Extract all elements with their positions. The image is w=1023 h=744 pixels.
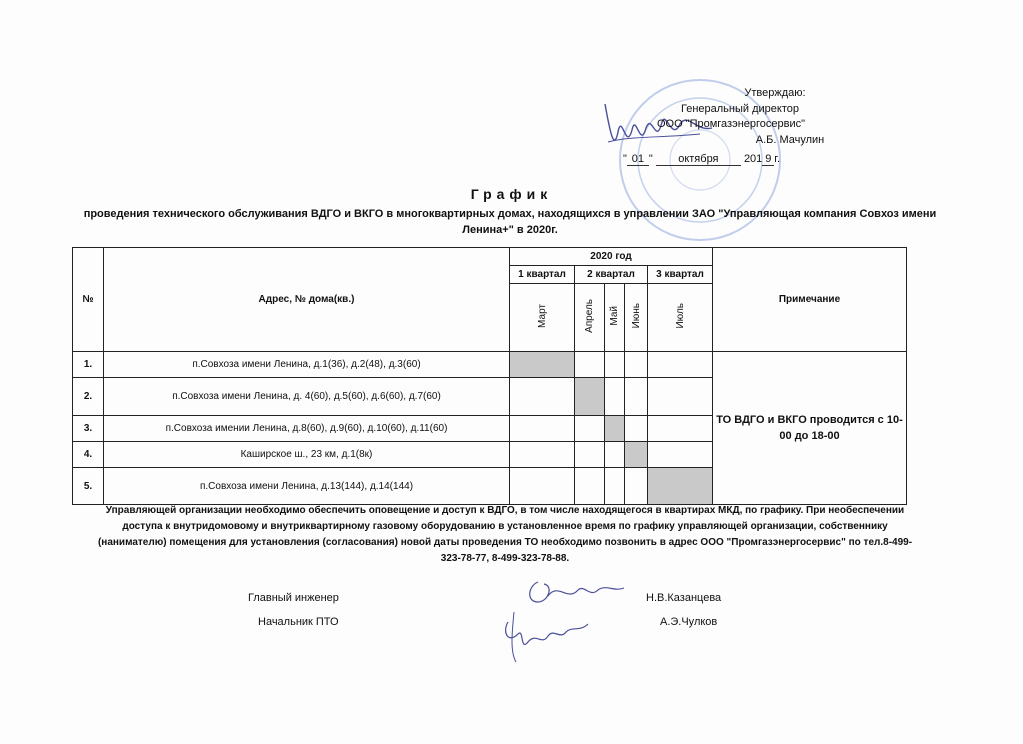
schedule-table [72,247,907,505]
row-address: п.Совхоза имени Ленина, д.1(36), д.2(48), д.3(60) [104,352,510,378]
cell-m2 [605,378,625,416]
header-address: Адрес, № дома(кв.) [104,248,510,352]
cell-m0 [510,416,575,442]
approval-line4: А.Б. Мачулин [755,133,825,146]
row-num: 5. [73,468,104,505]
month-label: Май [609,306,620,326]
header-month-may [605,284,625,352]
month-label: Март [536,304,548,328]
schedule-note: ТО ВДГО и ВКГО проводится с 10-00 до 18-00 [713,352,907,505]
chief-engineer-name: Н.В.Казанцева [646,592,722,604]
date-suffix: г. [774,153,781,165]
approval-date: " 01 " октября 201 9 г. [623,153,781,165]
date-year-digit: 9 [762,153,774,166]
cell-m0 [510,352,575,378]
header-year: 2020 год [510,248,713,266]
cell-m1 [575,468,605,505]
row-address: Каширское ш., 23 км, д.1(8к) [104,442,510,468]
row-num: 4. [73,442,104,468]
cell-m3 [625,378,648,416]
cell-m4 [648,416,713,442]
row-num: 3. [73,416,104,442]
header-month-march [510,284,575,352]
pto-head-name: А.Э.Чулков [660,616,718,628]
header-quarter-1: 1 квартал [510,266,575,284]
approval-line1: Утверждаю: [744,87,806,99]
approval-line2: Генеральный директор [681,102,799,115]
cell-m0 [510,442,575,468]
cell-m3 [625,468,648,505]
cell-m1 [575,442,605,468]
table-row [73,352,907,378]
cell-m2 [605,468,625,505]
pto-head-title: Начальник ПТО [258,616,339,628]
cell-m0 [510,378,575,416]
header-month-july [648,284,713,352]
cell-m1 [575,352,605,378]
document-subtitle: проведения технического обслуживания ВДГО и ВКГО в многоквартирных домах, находящихся в управлении ЗАО "Управляющая компания Совхоз имени Ленина+" в 2020г. [83,208,937,236]
header-month-april [575,284,605,352]
row-address: п.Совхоза имени Ленина, д. 4(60), д.5(60), д.6(60), д.7(60) [104,378,510,416]
engineer-signatures [498,572,628,664]
date-year-prefix: 201 [743,153,763,165]
cell-m1 [575,416,605,442]
document-title: График [470,186,553,202]
month-label: Июнь [630,303,642,329]
row-address: п.Совхоза имени Ленина, д.13(144), д.14(144) [104,468,510,505]
date-day: 01 [627,153,649,166]
row-num: 2. [73,378,104,416]
header-month-june [625,284,648,352]
approval-line3: ООО "Промгазэнергосервис" [656,118,806,130]
row-num: 1. [73,352,104,378]
approval-block [600,86,840,148]
month-label: Апрель [584,299,595,333]
cell-m2 [605,416,625,442]
header-num: № [73,248,104,352]
month-label: Июль [674,303,686,329]
cell-m3 [625,442,648,468]
header-quarter-3: 3 квартал [648,266,713,284]
cell-m3 [625,416,648,442]
header-note: Примечание [713,248,907,352]
cell-m0 [510,468,575,505]
cell-m2 [605,442,625,468]
chief-engineer-title: Главный инженер [248,592,339,604]
cell-m4 [648,442,713,468]
date-month: октября [656,153,741,166]
cell-m2 [605,352,625,378]
cell-m4 [648,468,713,505]
row-address: п.Совхоза имении Ленина, д.8(60), д.9(60), д.10(60), д.11(60) [104,416,510,442]
header-quarter-2: 2 квартал [575,266,648,284]
cell-m1 [575,378,605,416]
cell-m3 [625,352,648,378]
cell-m4 [648,378,713,416]
cell-m4 [648,352,713,378]
footer-notice: Управляющей организации необходимо обеспечить оповещение и доступ к ВДГО, в том числе находящегося в квартирах МКД, по графику. При необеспечении доступа к внутридомовому и внутриквартирному газовому оборудованию в установленное время по графику управляющей организации, собственнику (нанимателю) помещения для установления (согласования) новой даты проведения ТО необходимо позвонить в адрес ООО "Промгазэнергосервис" по тел.8-499-323-78-77, 8-499-323-78-88. [97,505,913,564]
